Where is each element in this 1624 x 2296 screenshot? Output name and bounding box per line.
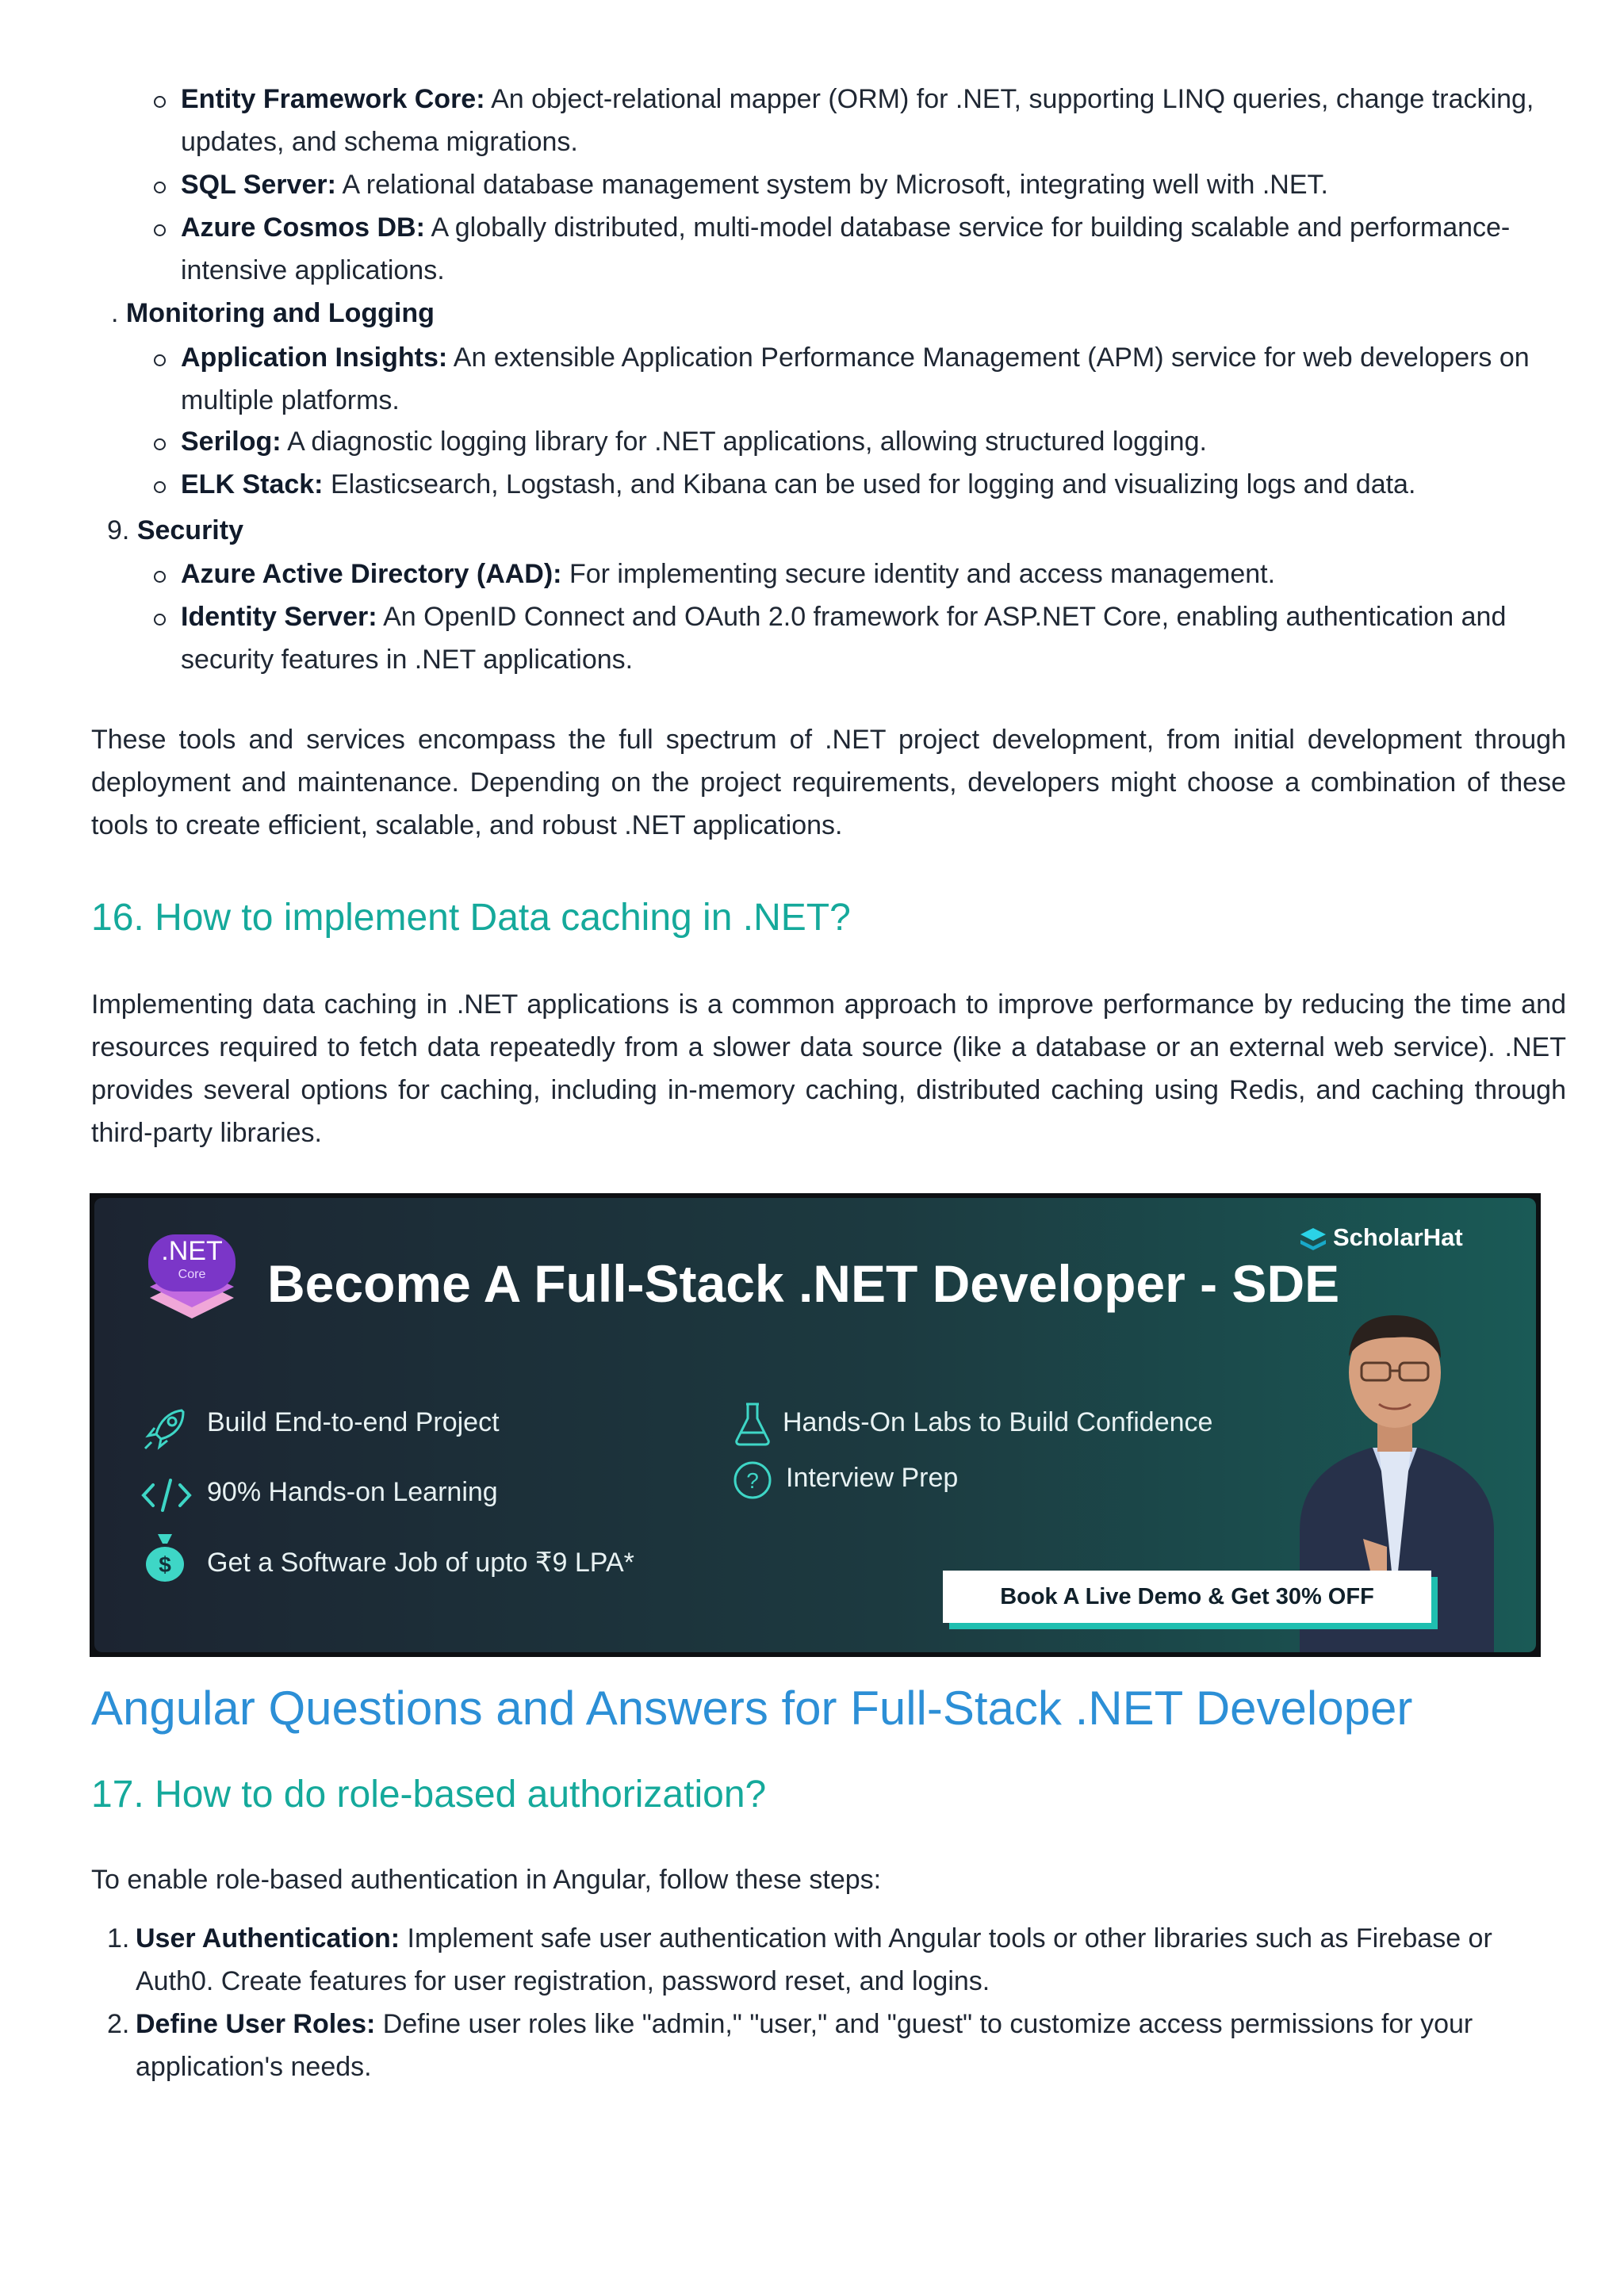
- feature-interview: Interview Prep: [786, 1463, 959, 1493]
- feature-handson: 90% Hands-on Learning: [207, 1477, 498, 1507]
- scholarhat-logo-icon: [1298, 1225, 1328, 1255]
- list-item-elk: ELK Stack: Elasticsearch, Logstash, and Kibana can be used for logging and visualizing logs and data.: [181, 463, 1545, 506]
- book-demo-button[interactable]: Book A Live Demo & Get 30% OFF: [943, 1571, 1431, 1623]
- q17-heading: 17. How to do role-based authorization?: [91, 1774, 767, 1816]
- dotnet-logo-icon: [140, 1228, 243, 1347]
- step-define-roles: 2. Define User Roles: Define user roles like "admin," "user," and "guest" to customize access permissions for your application's needs.: [107, 2003, 1566, 2088]
- feature-build: Build End-to-end Project: [207, 1407, 500, 1437]
- section-monitoring-title: . Monitoring and Logging: [111, 298, 435, 328]
- code-icon: [140, 1475, 193, 1515]
- step-user-authentication: 1. User Authentication: Implement safe user authentication with Angular tools or other libraries such as Firebase or Auth0. Create features for user registration, password reset, and logins.: [107, 1917, 1566, 2003]
- list-item-ef-core: Entity Framework Core: An object-relational mapper (ORM) for .NET, supporting LINQ queries, change tracking, updates, and schema migrations.: [181, 78, 1545, 163]
- q16-paragraph: Implementing data caching in .NET applications is a common approach to improve performance by reducing the time and resources required to fetch data repeatedly from a slower data source (like a database or an external web service). .NET provides several options for caching, including in-memory caching, distributed caching using Redis, and caching through third-party libraries.: [91, 989, 1566, 1148]
- feature-job: Get a Software Job of upto ₹9 LPA*: [207, 1548, 634, 1578]
- list-item-app-insights: Application Insights: An extensible Application Performance Management (APM) service for web developers on multiple platforms.: [181, 336, 1545, 422]
- flask-icon: [732, 1401, 773, 1447]
- angular-section-heading: Angular Questions and Answers for Full-Stack .NET Developer: [91, 1682, 1413, 1735]
- step-number: 2.: [107, 2009, 130, 2039]
- section-security-title: 9. Security: [107, 515, 243, 545]
- step-number: 1.: [107, 1923, 130, 1954]
- list-item-cosmos-db: Azure Cosmos DB: A globally distributed, multi-model database service for building scalable and performance-intensive applications.: [181, 206, 1545, 292]
- svg-text:$: $: [159, 1552, 171, 1577]
- promo-banner-inner: [94, 1198, 1536, 1652]
- list-item-identity-server: Identity Server: An OpenID Connect and OAuth 2.0 framework for ASP.NET Core, enabling authentication and security features in .NET applications.: [181, 595, 1545, 681]
- banner-title: Become A Full-Stack .NET Developer - SDE: [267, 1254, 1340, 1313]
- dotnet-logo-sub: Core: [178, 1268, 206, 1281]
- money-bag-icon: [140, 1531, 190, 1583]
- q16-heading: 16. How to implement Data caching in .NET?: [91, 897, 851, 939]
- banner-brand: ScholarHat: [1333, 1223, 1463, 1251]
- promo-banner[interactable]: [90, 1193, 1541, 1657]
- q17-intro: To enable role-based authentication in Angular, follow these steps:: [91, 1865, 882, 1895]
- feature-labs: Hands-On Labs to Build Confidence: [783, 1407, 1213, 1437]
- question-icon: [732, 1460, 773, 1501]
- list-item-serilog: Serilog: A diagnostic logging library for .NET applications, allowing structured logging.: [181, 420, 1545, 463]
- dotnet-logo-text: .NET: [161, 1236, 223, 1266]
- rocket-icon: [140, 1404, 190, 1453]
- summary-paragraph: These tools and services encompass the full spectrum of .NET project development, from initial development through deployment and maintenance. Depending on the project requirements, developers might choose a combination of these tools to create efficient, scalable, and robust .NET applications.: [91, 725, 1566, 840]
- list-item-aad: Azure Active Directory (AAD): For implementing secure identity and access management.: [181, 553, 1545, 595]
- list-item-sql-server: SQL Server: A relational database management system by Microsoft, integrating well with .NET.: [181, 163, 1545, 206]
- svg-text:?: ?: [746, 1468, 759, 1493]
